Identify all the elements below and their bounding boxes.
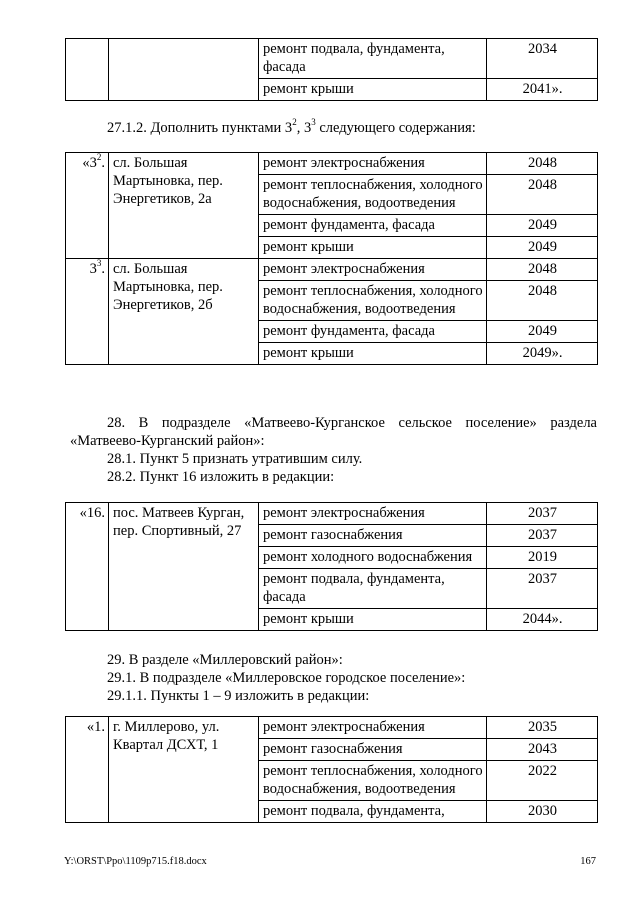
page-number: 167 (580, 856, 596, 867)
work-cell: ремонт подвала, фундамента, (259, 801, 487, 823)
year-cell: 2041». (487, 79, 598, 101)
num-cell (66, 39, 109, 101)
work-cell: ремонт холодного водоснабжения (259, 547, 487, 569)
work-cell: ремонт электроснабжения (259, 259, 487, 281)
table-items-1-9 (65, 716, 598, 823)
table-row (66, 503, 598, 525)
paragraph-28-1: 28.1. Пункт 5 признать утратившим силу. (107, 451, 363, 467)
work-cell: ремонт электроснабжения (259, 153, 487, 175)
paragraph-27-1-2: 27.1.2. Дополнить пунктами $3^2$, $3^3$ следующего содержания: (107, 117, 476, 136)
table-row (66, 153, 598, 175)
table-item-16 (65, 502, 598, 631)
footer-file-path: Y:\ORST\Ppo\1109p715.f18.docx (64, 856, 207, 867)
table-continuation (65, 38, 598, 101)
item-number: «1. (66, 717, 109, 823)
address-cell: пос. Матвеев Курган, пер. Спортивный, 27 (109, 503, 259, 631)
year-cell: 2037 (487, 525, 598, 547)
year-cell: 2049». (487, 343, 598, 365)
work-cell: ремонт крыши (259, 237, 487, 259)
work-cell: ремонт газоснабжения (259, 739, 487, 761)
paragraph-29: 29. В разделе «Миллеровский район»: (107, 652, 343, 668)
table-row (66, 717, 598, 739)
year-cell: 2043 (487, 739, 598, 761)
year-cell: 2048 (487, 259, 598, 281)
work-cell: ремонт подвала, фундамента, фасада (259, 39, 487, 79)
work-cell: ремонт теплоснабжения, холодного водоснабжения, водоотведения (259, 175, 487, 215)
year-cell: 2019 (487, 547, 598, 569)
paragraph-28-line-2: «Матвеево-Курганский район»: (70, 433, 265, 449)
table-row (66, 39, 598, 79)
year-cell: 2030 (487, 801, 598, 823)
work-cell: ремонт крыши (259, 343, 487, 365)
year-cell: 2035 (487, 717, 598, 739)
address-cell: сл. Большая Мартыновка, пер. Энергетиков, 2а (109, 153, 259, 259)
paragraph-29-1: 29.1. В подразделе «Миллеровское городское поселение»: (107, 670, 466, 686)
paragraph-28-2: 28.2. Пункт 16 изложить в редакции: (107, 469, 335, 485)
year-cell: 2048 (487, 153, 598, 175)
address-cell (109, 39, 259, 101)
year-cell: 2049 (487, 215, 598, 237)
work-cell: ремонт электроснабжения (259, 503, 487, 525)
year-cell: 2044». (487, 609, 598, 631)
work-cell: ремонт газоснабжения (259, 525, 487, 547)
work-cell: ремонт подвала, фундамента, фасада (259, 569, 487, 609)
item-number: $3^3$. (66, 259, 109, 365)
work-cell: ремонт теплоснабжения, холодного водоснабжения, водоотведения (259, 761, 487, 801)
year-cell: 2048 (487, 281, 598, 321)
year-cell: 2037 (487, 569, 598, 609)
year-cell: 2049 (487, 237, 598, 259)
item-number: «$3^2$. (66, 153, 109, 259)
paragraph-29-1-1: 29.1.1. Пункты 1 – 9 изложить в редакции: (107, 688, 370, 704)
year-cell: 2037 (487, 503, 598, 525)
work-cell: ремонт теплоснабжения, холодного водоснабжения, водоотведения (259, 281, 487, 321)
work-cell: ремонт крыши (259, 79, 487, 101)
work-cell: ремонт фундамента, фасада (259, 215, 487, 237)
table-items-3-2-3-3 (65, 152, 598, 365)
year-cell: 2048 (487, 175, 598, 215)
work-cell: ремонт крыши (259, 609, 487, 631)
year-cell: 2022 (487, 761, 598, 801)
work-cell: ремонт фундамента, фасада (259, 321, 487, 343)
year-cell: 2049 (487, 321, 598, 343)
work-cell: ремонт электроснабжения (259, 717, 487, 739)
paragraph-28-line-1: 28. В подразделе «Матвеево-Курганское сельское поселение» раздела (107, 415, 597, 431)
address-cell: сл. Большая Мартыновка, пер. Энергетиков, 2б (109, 259, 259, 365)
item-number: «16. (66, 503, 109, 631)
table-row (66, 259, 598, 281)
address-cell: г. Миллерово, ул. Квартал ДСХТ, 1 (109, 717, 259, 823)
year-cell: 2034 (487, 39, 598, 79)
